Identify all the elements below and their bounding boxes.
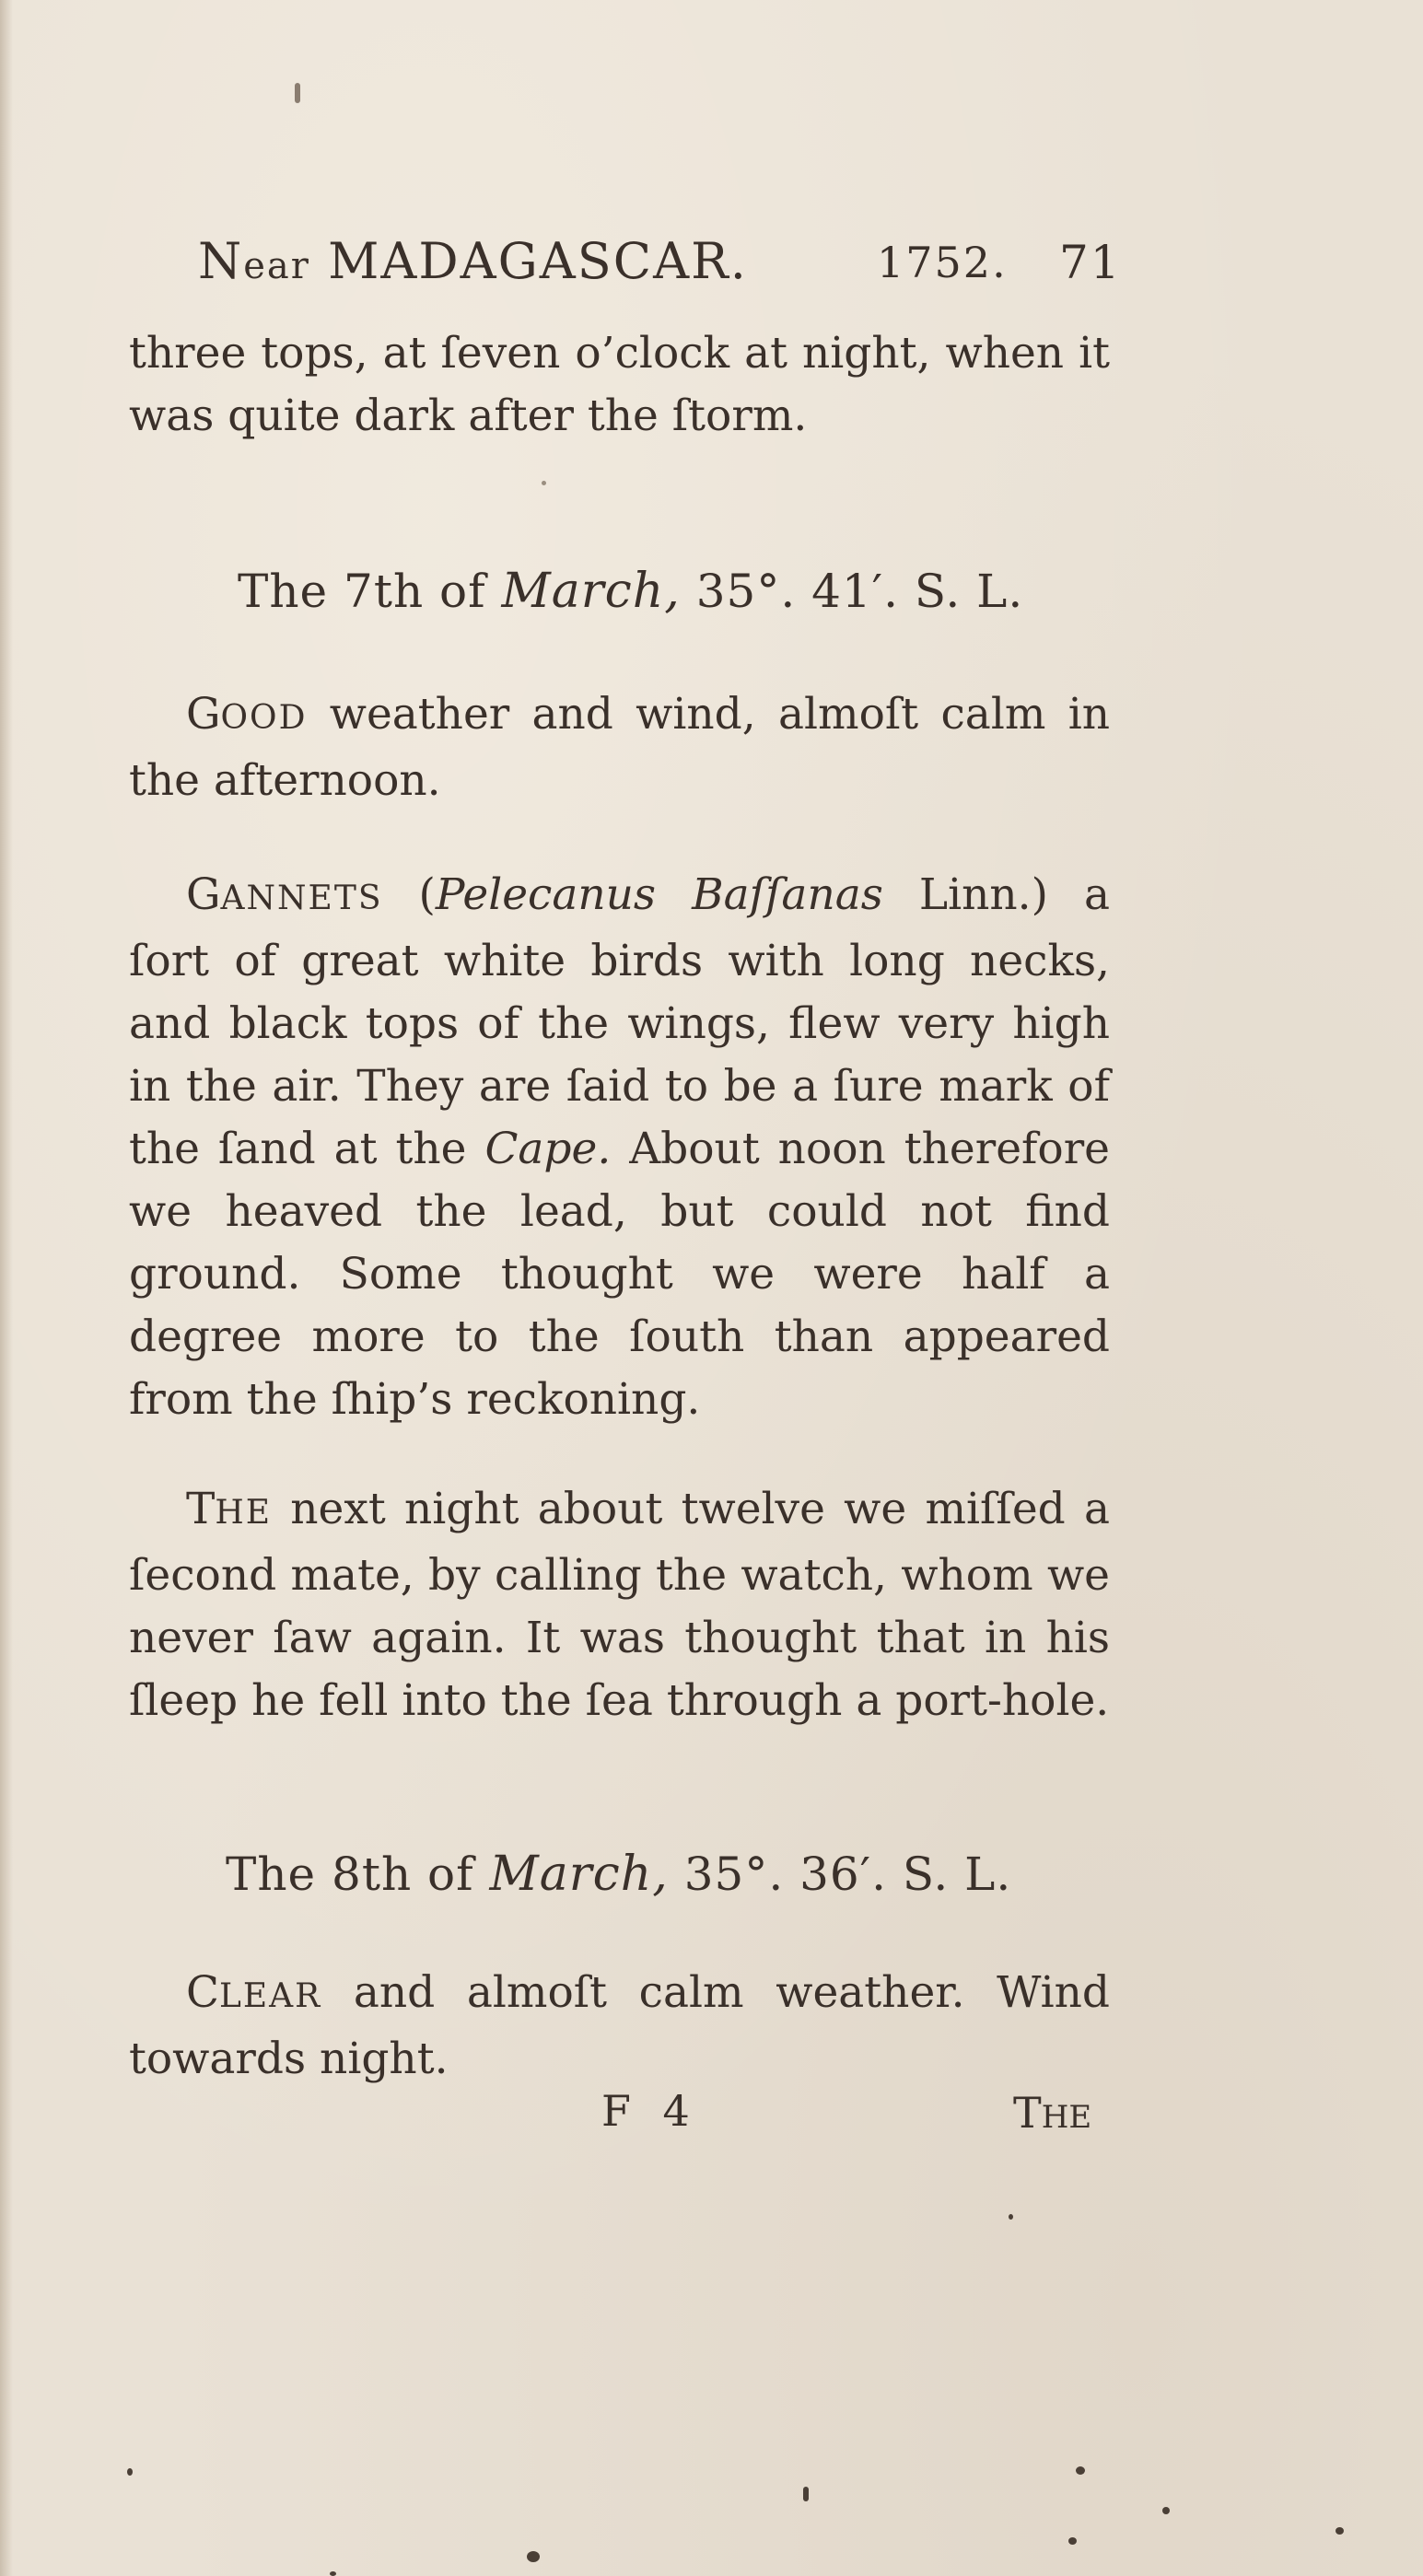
paper-speck: [127, 2468, 133, 2476]
continuation-text: [129, 322, 1110, 448]
paper-speck: [1009, 2214, 1013, 2220]
paragraph-clear-weather: [129, 1962, 1110, 2091]
paragraph-text: CLEAR and almoſt calm weather. Wind towards night.: [129, 1967, 1110, 2084]
date-heading-march-7: The 7th of March, 35°. 41′. S. L.: [238, 564, 1024, 619]
page-gutter-shadow: [0, 0, 13, 2576]
paper-speck: [527, 2551, 540, 2562]
continuation-line-2: was quite dark after the ſtorm.: [129, 390, 808, 441]
running-head-title: Near MADAGASCAR.: [198, 232, 748, 290]
paragraph-text: GANNETS (Pelecanus Baſſanas Linn.) a ſort of great white birds with long necks, and black tops of the wings, flew very high in the air. They are ſaid to be a ſure mark of the ſand at the Cape. About noon therefore we heaved the lead, but could not find ground. Some thought we were half a degree more to the ſouth than appeared from the ſhip’s reckoning.: [129, 869, 1111, 1425]
paper-speck: [1076, 2466, 1085, 2475]
page-number: 71: [1059, 236, 1122, 289]
running-head-year: 1752.: [877, 238, 1008, 287]
signature-mark: F 4: [601, 2086, 699, 2136]
catchword: THE: [1013, 2088, 1092, 2138]
paragraph-text: GOOD weather and wind, almoſt calm in the afternoon.: [129, 689, 1110, 806]
paper-speck: [1336, 2527, 1344, 2535]
paper-speck: [803, 2487, 809, 2501]
date-heading-march-8: The 8th of March, 35°. 36′. S. L.: [226, 1847, 1012, 1902]
paper-speck: [1068, 2537, 1077, 2545]
paragraph-second-mate: [129, 1478, 1110, 1732]
paragraph-gannets: [129, 864, 1110, 1431]
paper-speck: [1162, 2507, 1170, 2514]
running-head: [198, 232, 1122, 297]
paragraph-good-weather: [129, 683, 1110, 812]
continuation-line-1: three tops, at ſeven o’clock at night, when it: [129, 328, 1110, 379]
paper-speck: [330, 2571, 336, 2576]
paper-speck: [295, 83, 300, 103]
paragraph-text: THE next night about twelve we miſſed a ſecond mate, by calling the watch, whom we never ſaw again. It was thought that in his ſleep he fell into the ſea through a port-hole.: [129, 1484, 1110, 1726]
paper-speck: [542, 481, 546, 485]
